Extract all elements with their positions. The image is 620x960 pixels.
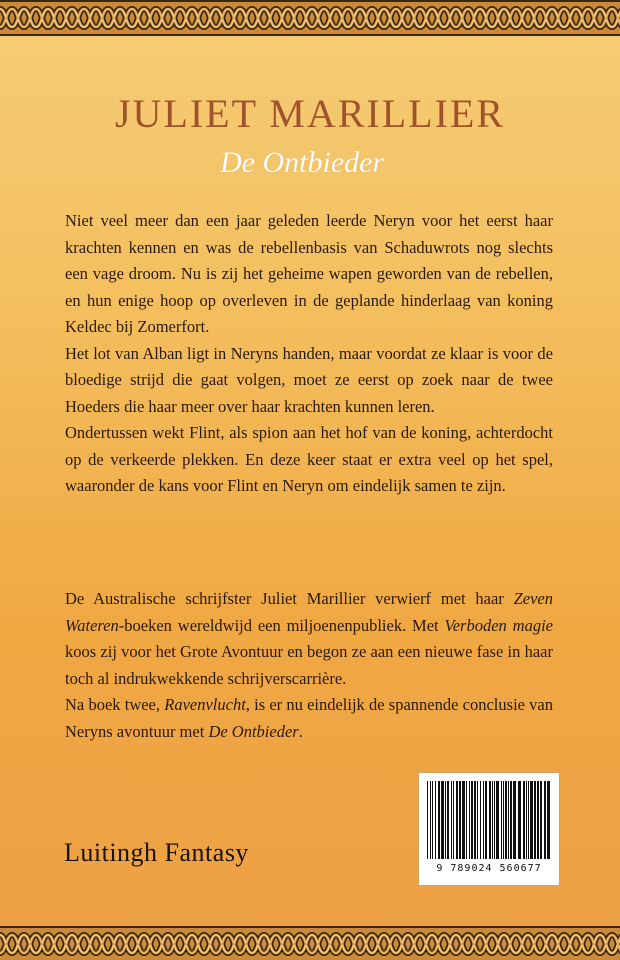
- synopsis-paragraph: Niet veel meer dan een jaar geleden leerde Neryn voor het eerst haar krachten kennen en was de rebellenbasis van Schaduwrots nog slechts een vage droom. Nu is zij het geheime wapen geworden van de rebellen, en hun enige hoop op overleven in de geplande hinderlaag van koning Keldec bij Zomerfort.: [65, 211, 553, 336]
- barcode-bar: [530, 781, 533, 859]
- author-bio-block: [65, 586, 553, 745]
- isbn-barcode: [418, 772, 560, 886]
- barcode-bar: [430, 781, 431, 859]
- barcode-bar: [445, 781, 446, 859]
- barcode-bar: [501, 781, 502, 859]
- barcode-bar: [518, 781, 521, 859]
- barcode-bar: [508, 781, 509, 859]
- publisher-name: Luitingh Fantasy: [64, 838, 249, 867]
- author-bio-paragraph: Na boek twee, Ravenvlucht, is er nu eindelijk de spannende conclusie van Neryns avontuur met De Ontbieder.: [65, 695, 554, 741]
- barcode-bar: [477, 781, 478, 859]
- barcode-bar: [459, 781, 461, 859]
- barcode-bar: [496, 781, 499, 859]
- book-reference: Verboden magie: [444, 615, 553, 635]
- barcode-bar: [544, 781, 546, 859]
- barcode-bar: [435, 781, 436, 859]
- barcode-bar: [447, 781, 449, 859]
- barcode-bar: [510, 781, 512, 859]
- barcode-bar: [537, 781, 539, 859]
- barcode-bar: [474, 781, 476, 859]
- celtic-braid-border-bottom: [0, 926, 620, 960]
- barcode-bar: [528, 781, 529, 859]
- barcode-bar: [547, 781, 550, 859]
- barcode-bar: [441, 781, 444, 859]
- barcode-bar: [471, 781, 473, 859]
- barcode-icon: [425, 781, 553, 861]
- barcode-bar: [513, 781, 516, 859]
- barcode-bar: [489, 781, 491, 859]
- barcode-bar: [453, 781, 454, 859]
- barcode-bar: [466, 781, 467, 859]
- barcode-bar: [451, 781, 452, 859]
- barcode-bar: [438, 781, 440, 859]
- barcode-bar: [523, 781, 525, 859]
- barcode-bar: [456, 781, 458, 859]
- barcode-bar: [469, 781, 470, 859]
- author-name: JULIET MARILLIER: [114, 91, 506, 136]
- barcode-bar: [505, 781, 507, 859]
- barcode-bar: [427, 781, 428, 859]
- barcode-bar: [526, 781, 527, 859]
- synopsis-block: [65, 208, 553, 500]
- barcode-bar: [492, 781, 493, 859]
- barcode-bar: [503, 781, 504, 859]
- barcode-bar: [462, 781, 465, 859]
- book-reference: Ravenvlucht: [164, 695, 246, 714]
- author-bio-paragraph: De Australische schrijfster Juliet Marillier verwierf met haar Zeven Wateren-boeken wereldwijd een miljoenenpubliek. Met Verboden magie koos zij voor het Grote Avontuur en begon ze aan een nieuwe fase in haar toch al indrukwekkende schrijverscarrière.: [65, 589, 553, 688]
- barcode-bar: [485, 781, 487, 859]
- book-title: De Ontbieder: [220, 146, 385, 179]
- barcode-bar: [540, 781, 542, 859]
- celtic-braid-border-top: [0, 0, 620, 36]
- barcode-bar: [494, 781, 495, 859]
- synopsis-paragraph: Het lot van Alban ligt in Neryns handen, maar voordat ze klaar is voor de bloedige strijd die gaat volgen, moet ze eerst op zoek naar de twee Hoeders die haar meer over haar krachten kunnen leren.: [65, 343, 553, 416]
- isbn-number: 9 789024 560677: [436, 863, 542, 874]
- barcode-bar: [432, 781, 433, 859]
- barcode-bar: [480, 781, 481, 859]
- book-reference: De Ontbieder: [208, 721, 299, 741]
- synopsis-paragraph: Ondertussen wekt Flint, als spion aan het hof van de koning, achterdocht op de verkeerde plekken. En deze keer staat er extra veel op het spel, waaronder de kans voor Flint en Neryn om eindelijk samen te zijn.: [65, 423, 553, 495]
- barcode-bar: [483, 781, 484, 859]
- series-title: Zeven Wateren: [65, 589, 553, 635]
- barcode-bar: [534, 781, 536, 859]
